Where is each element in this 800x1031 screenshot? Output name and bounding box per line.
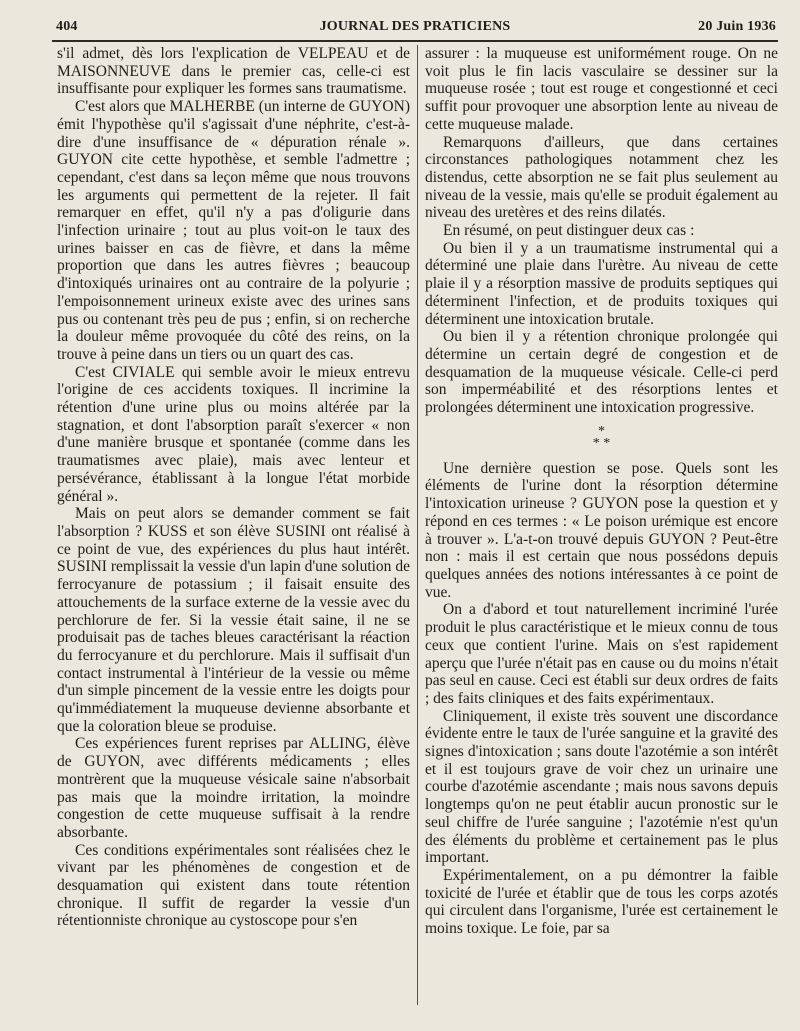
right-column [425, 45, 778, 938]
paragraph: C'est alors que MALHERBE (un interne de GUYON) émit l'hypothèse qu'il s'agissait d'une néphrite, c'est-à-dire d'une insuffisance de « dépuration rénale ». GUYON cite cette hypothèse, et semble l'admettre ; cependant, c'est dans sa leçon même que nous trouvons les arguments qui permettent de la rejeter. Il fait remarquer en effet, qu'il n'y a pas d'oligurie dans l'infection urinaire ; tout au plus voit-on le taux des urines baisser en cas de fièvre, et dans la même proportion que dans les autres fièvres ; beaucoup d'intoxiqués urinaires ont au contraire de la polyurie ; l'empoisonnement urineux existe avec des urines sans pus ou contenant très peu de pus ; enfin, si on recherche la douleur même provoquée du côté des reins, on la trouve à peine dans un tiers ou un quart des cas. [57, 98, 410, 363]
paragraph: Ces expériences furent reprises par ALLING, élève de GUYON, avec différents médicaments ; elles montrèrent que la muqueuse vésicale saine n'absorbait pas mais que la moindre irritation, la moindre congestion de cette muqueuse suffisait à la rendre absorbante. [57, 735, 410, 841]
journal-title: JOURNAL DES PRATICIENS [319, 19, 511, 34]
page-number: 404 [56, 19, 78, 34]
paragraph: On a d'abord et tout naturellement incriminé l'urée produit le plus caractéristique et le mieux connu de tous ceux que contient l'urine. Mais on s'est rapidement aperçu que l'urée n'était pas en cause ou du moins n'était pas seul en cause. Ceci est établi sur deux ordres de faits ; des faits cliniques et des faits expérimentaux. [425, 601, 778, 707]
issue-date: 20 Juin 1936 [698, 19, 776, 34]
paragraph: Une dernière question se pose. Quels sont les éléments de l'urine dont la résorption détermine l'intoxication urineuse ? GUYON pose la question et y répond en ces termes : « Le poison urémique est encore à trouver ». L'a-t-on trouvé depuis GUYON ? Peut-être non : mais il est certain que nous possédons depuis quelques années des notions intéressantes à ce point de vue. [425, 459, 778, 601]
paragraph: Mais on peut alors se demander comment se fait l'absorption ? KUSS et son élève SUSINI ont réalisé à ce point de vue, des expériences du plus haut intérêt. SUSINI remplissait la vessie d'un lapin d'une solution de ferrocyanure de potassium ; il faisait ensuite des attouchements de la surface externe de la vessie avec du perchlorure de fer. Si la vessie était saine, il ne se produisait pas de taches bleues caractérisant la réaction du ferrocyanure et du perchlorure. Mais il suffisait d'un contact instrumental à l'intérieur de la vessie ou même d'un simple pincement de la vessie entre les doigts pour qu'immédiatement la muqueuse devienne absorbante et que la coloration bleue se produise. [57, 505, 410, 735]
column-divider [417, 45, 418, 1005]
asterism-separator [425, 423, 778, 451]
page-header [52, 14, 778, 42]
paragraph: Ou bien il y a rétention chronique prolongée qui détermine un certain degré de congestion et de desquamation de la muqueuse vésicale. Celle-ci perd son imperméabilité et des résorptions lentes et prolongées déterminent une intoxication progressive. [425, 328, 778, 417]
left-column [57, 45, 410, 930]
paragraph: Ou bien il y a un traumatisme instrumental qui a déterminé une plaie dans l'urètre. Au niveau de cette plaie il y a résorption massive de produits septiques qui déterminent l'infection, et de produits toxiques qui déterminent une intoxication brutale. [425, 239, 778, 328]
paragraph: C'est CIVIALE qui semble avoir le mieux entrevu l'origine de ces accidents toxiques. Il incrimine la rétention d'une urine plus ou moins altérée par la stagnation, et dont l'absorption paraît s'exercer « non d'une manière brusque et spontanée (comme dans les traumatismes avec plaie), mais avec lenteur et persévérance, établissant à la longue l'état morbide général ». [57, 363, 410, 505]
paragraph: Remarquons d'ailleurs, que dans certaines circonstances pathologiques notamment chez les distendus, cette absorption ne se fait plus seulement au niveau de la vessie, mais qu'elle se produit également au niveau des uretères et des reins dilatés. [425, 133, 778, 222]
paragraph: s'il admet, dès lors l'explication de VELPEAU et de MAISONNEUVE dans le premier cas, celle-ci est insuffisante pour expliquer les formes sans traumatisme. [57, 45, 410, 98]
paragraph: Expérimentalement, on a pu démontrer la faible toxicité de l'urée et établir que de tous les corps azotés qui circulent dans l'organisme, l'urée est certainement le moins toxique. Le foie, par sa [425, 866, 778, 938]
paragraph: En résumé, on peut distinguer deux cas : [443, 222, 695, 240]
paragraph: assurer : la muqueuse est uniformément rouge. On ne voit plus le fin lacis vasculaire se dessiner sur la muqueuse rosée ; tout est rouge et congestionné et ceci suffit pour provoquer une absorption lente au niveau de cette muqueuse malade. [425, 45, 778, 133]
asterism-top: * [598, 423, 605, 439]
asterism-bottom: * * [592, 435, 611, 451]
paragraph: Ces conditions expérimentales sont réalisées chez le vivant par les phénomènes de congestion et de desquamation qui existent dans toute rétention chronique. Il suffit de regarder la vessie d'un rétentionniste chronique au cystoscope pour s'en [57, 841, 410, 930]
paragraph: Cliniquement, il existe très souvent une discordance évidente entre le taux de l'urée sanguine et la gravité des signes d'intoxication ; sans doute l'azotémie a son intérêt et il est toujours grave de voir chez un urinaire une courbe d'azotémie ascendante ; mais nous savons depuis longtemps qu'on ne peut établir aucun pronostic sur le seul chiffre de l'urée sanguine ; l'azotémie n'est qu'un des éléments du problème et certainement pas le plus important. [425, 707, 778, 867]
